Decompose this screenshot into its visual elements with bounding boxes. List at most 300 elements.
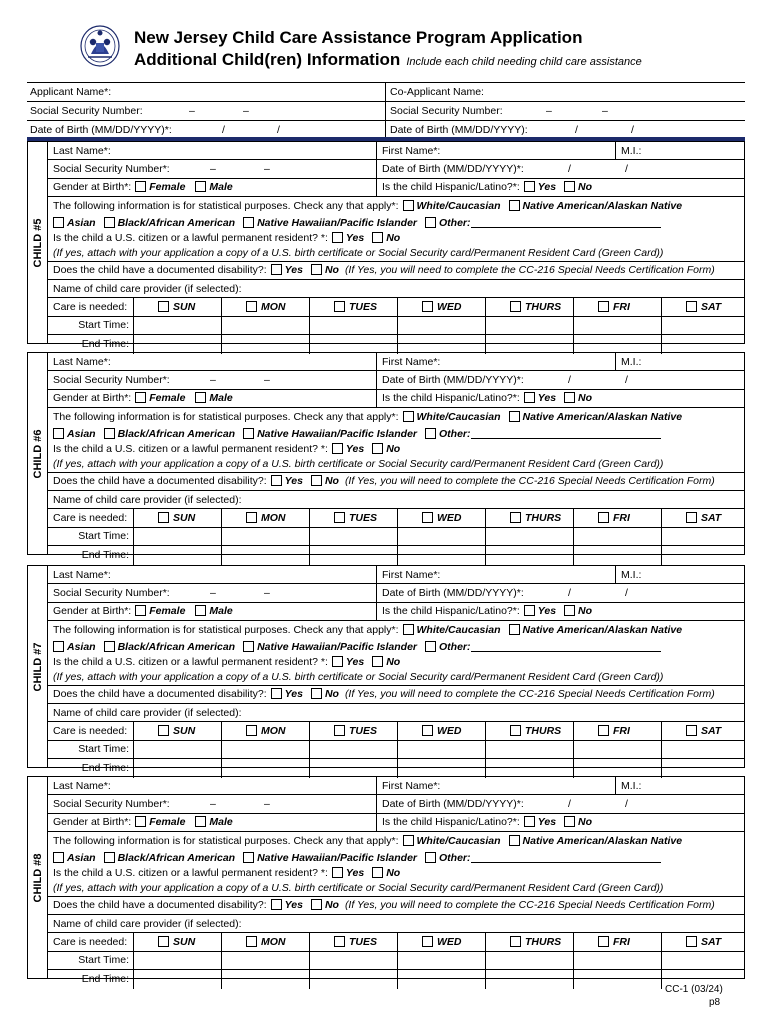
child-ssn-field[interactable]: Social Security Number*: – – — [53, 798, 270, 811]
other-checkbox[interactable] — [425, 852, 436, 863]
day-label: WED — [437, 301, 462, 314]
end-time-fri-input[interactable] — [573, 335, 661, 353]
form-id: CC-1 (03/24) — [665, 984, 723, 995]
end-time-wed-input[interactable] — [397, 759, 485, 777]
hawaiian-checkbox[interactable] — [243, 852, 254, 863]
start-time-sat-input[interactable] — [661, 528, 744, 545]
day-label: SAT — [701, 301, 722, 314]
child-dob-field[interactable]: Date of Birth (MM/DD/YYYY)*: / / — [376, 584, 744, 601]
date-slash: / — [568, 798, 571, 811]
citizen-note: (If yes, attach with your application a copy of a U.S. birth certificate or Social Security card/Permanent Resident Card (Green Card)) — [48, 457, 744, 473]
asian-checkbox[interactable] — [53, 428, 64, 439]
end-time-thurs-input[interactable] — [485, 970, 573, 988]
hawaiian-checkbox[interactable] — [243, 428, 254, 439]
day-wed-cell — [397, 933, 485, 950]
disability-question: Does the child have a documented disability?: Yes No (If Yes, you will need to complete the CC-216 Special Needs Certification Form) — [48, 686, 744, 704]
ssn-dash: – — [602, 105, 608, 117]
day-label: THURS — [525, 512, 562, 525]
date-slash: / — [625, 374, 628, 387]
end-time-mon-input[interactable] — [221, 546, 309, 564]
day-tues-checkbox[interactable] — [334, 512, 345, 523]
day-tues-checkbox[interactable] — [334, 301, 345, 312]
day-fri-checkbox[interactable] — [598, 301, 609, 312]
end-time-sun-input[interactable] — [133, 970, 221, 988]
day-label: FRI — [613, 512, 630, 525]
end-time-sat-input[interactable] — [661, 546, 744, 564]
start-time-wed-input[interactable] — [397, 528, 485, 545]
day-mon-checkbox[interactable] — [246, 936, 257, 947]
day-label: SUN — [173, 512, 196, 525]
day-wed-cell — [397, 298, 485, 315]
male-checkbox[interactable] — [195, 392, 206, 403]
citizen-yes-checkbox[interactable] — [332, 443, 343, 454]
disability-no-checkbox[interactable] — [311, 688, 322, 699]
date-slash: / — [568, 163, 571, 176]
child-ssn-field[interactable]: Social Security Number*: – – — [53, 587, 270, 600]
other-race-input[interactable] — [471, 429, 661, 439]
hispanic-yes-checkbox[interactable] — [524, 816, 535, 827]
start-time-thurs-input[interactable] — [485, 741, 573, 758]
asian-checkbox[interactable] — [53, 217, 64, 228]
end-time-mon-input[interactable] — [221, 335, 309, 353]
gender-field: Gender at Birth*: Female Male — [53, 392, 233, 405]
day-wed-cell — [397, 722, 485, 739]
start-time-sun-input[interactable] — [133, 741, 221, 758]
hispanic-field: Is the child Hispanic/Latino?*: Yes No — [376, 179, 744, 196]
hispanic-no-checkbox[interactable] — [564, 605, 575, 616]
end-time-row — [48, 335, 744, 353]
gender-field: Gender at Birth*: Female Male — [53, 181, 233, 194]
ssn-dash: – — [210, 374, 216, 387]
hispanic-no-checkbox[interactable] — [564, 392, 575, 403]
care-days-row — [48, 933, 744, 950]
day-label: FRI — [613, 725, 630, 738]
race-question: The following information is for statistical purposes. Check any that apply*: White/Caucasian Native American/Alaskan Native — [53, 835, 683, 848]
disability-question: Does the child have a documented disability?: Yes No (If Yes, you will need to complete the CC-216 Special Needs Certification Form) — [48, 897, 744, 915]
day-mon-cell — [221, 722, 309, 739]
provider-name-field[interactable]: Name of child care provider (if selected): — [48, 704, 744, 722]
end-time-sun-input[interactable] — [133, 335, 221, 353]
female-checkbox[interactable] — [135, 605, 146, 616]
female-checkbox[interactable] — [135, 392, 146, 403]
ssn-dash: – — [264, 163, 270, 176]
day-mon-checkbox[interactable] — [246, 725, 257, 736]
hispanic-no-checkbox[interactable] — [564, 181, 575, 192]
child-label: CHILD #8 — [32, 853, 44, 902]
start-time-tues-input[interactable] — [309, 528, 397, 545]
last-name-field[interactable]: Last Name*: — [53, 568, 111, 581]
disability-yes-checkbox[interactable] — [271, 475, 282, 486]
start-time-mon-input[interactable] — [221, 952, 309, 969]
day-label: SAT — [701, 725, 722, 738]
child-label: CHILD #5 — [32, 218, 44, 267]
day-sun-checkbox[interactable] — [158, 512, 169, 523]
citizen-note: (If yes, attach with your application a copy of a U.S. birth certificate or Social Security card/Permanent Resident Card (Green Card)) — [48, 246, 744, 262]
day-tues-checkbox[interactable] — [334, 936, 345, 947]
day-sun-cell — [133, 933, 221, 950]
day-sun-checkbox[interactable] — [158, 725, 169, 736]
day-tues-checkbox[interactable] — [334, 725, 345, 736]
end-time-sun-input[interactable] — [133, 759, 221, 777]
day-wed-checkbox[interactable] — [422, 725, 433, 736]
start-time-wed-input[interactable] — [397, 741, 485, 758]
ssn-dash: – — [210, 587, 216, 600]
child-label: CHILD #7 — [32, 642, 44, 691]
day-thurs-cell — [485, 722, 573, 739]
end-time-label: End Time: — [81, 549, 129, 562]
citizen-no-checkbox[interactable] — [372, 656, 383, 667]
end-time-sun-input[interactable] — [133, 546, 221, 564]
middle-initial-field[interactable]: M.I.: — [615, 353, 744, 370]
date-slash: / — [625, 587, 628, 600]
hispanic-field: Is the child Hispanic/Latino?*: Yes No — [376, 814, 744, 831]
day-fri-checkbox[interactable] — [598, 512, 609, 523]
disability-no-checkbox[interactable] — [311, 264, 322, 275]
day-fri-cell — [573, 509, 661, 526]
first-name-field[interactable]: First Name*: — [376, 777, 615, 794]
start-time-wed-input[interactable] — [397, 952, 485, 969]
start-time-fri-input[interactable] — [573, 952, 661, 969]
citizen-question: Is the child a U.S. citizen or a lawful permanent resident? *: Yes No — [53, 232, 401, 245]
child-ssn-field[interactable]: Social Security Number*: – – — [53, 374, 270, 387]
day-sat-checkbox[interactable] — [686, 512, 697, 523]
hawaiian-checkbox[interactable] — [243, 217, 254, 228]
provider-name-field[interactable]: Name of child care provider (if selected): — [48, 280, 744, 298]
native-american-checkbox[interactable] — [509, 835, 520, 846]
day-thurs-cell — [485, 298, 573, 315]
start-time-tues-input[interactable] — [309, 317, 397, 334]
end-time-row — [48, 546, 744, 564]
day-label: SAT — [701, 512, 722, 525]
citizen-yes-checkbox[interactable] — [332, 232, 343, 243]
end-time-label: End Time: — [81, 973, 129, 986]
male-checkbox[interactable] — [195, 816, 206, 827]
ssn-dash: – — [210, 798, 216, 811]
day-thurs-cell — [485, 509, 573, 526]
care-needed-label: Care is needed: — [53, 301, 128, 314]
hispanic-yes-checkbox[interactable] — [524, 392, 535, 403]
start-time-sun-input[interactable] — [133, 528, 221, 545]
child-ssn-field[interactable]: Social Security Number*: – – — [53, 163, 270, 176]
last-name-field[interactable]: Last Name*: — [53, 779, 111, 792]
day-sun-cell — [133, 298, 221, 315]
day-thurs-checkbox[interactable] — [510, 301, 521, 312]
end-time-mon-input[interactable] — [221, 759, 309, 777]
date-slash: / — [568, 587, 571, 600]
end-time-tues-input[interactable] — [309, 759, 397, 777]
end-time-fri-input[interactable] — [573, 546, 661, 564]
ssn-dash: – — [264, 798, 270, 811]
citizen-question: Is the child a U.S. citizen or a lawful permanent resident? *: Yes No — [53, 443, 401, 456]
native-american-checkbox[interactable] — [509, 411, 520, 422]
child-section-6 — [27, 352, 745, 562]
child-dob-field[interactable]: Date of Birth (MM/DD/YYYY)*: / / — [376, 371, 744, 388]
day-fri-checkbox[interactable] — [598, 936, 609, 947]
end-time-thurs-input[interactable] — [485, 335, 573, 353]
start-time-wed-input[interactable] — [397, 317, 485, 334]
day-sun-cell — [133, 509, 221, 526]
male-checkbox[interactable] — [195, 181, 206, 192]
start-time-fri-input[interactable] — [573, 528, 661, 545]
start-time-thurs-input[interactable] — [485, 952, 573, 969]
applicant-info-section — [27, 82, 745, 140]
other-checkbox[interactable] — [425, 641, 436, 652]
start-time-label: Start Time: — [78, 530, 129, 543]
citizen-no-checkbox[interactable] — [372, 867, 383, 878]
date-slash: / — [277, 124, 280, 136]
day-label: TUES — [349, 301, 378, 314]
child-section-5 — [27, 141, 745, 351]
care-days-row — [48, 722, 744, 739]
day-label: WED — [437, 936, 462, 949]
end-time-tues-input[interactable] — [309, 970, 397, 988]
day-mon-cell — [221, 298, 309, 315]
citizen-no-checkbox[interactable] — [372, 232, 383, 243]
hispanic-yes-checkbox[interactable] — [524, 181, 535, 192]
child-dob-field[interactable]: Date of Birth (MM/DD/YYYY)*: / / — [376, 795, 744, 812]
disability-yes-checkbox[interactable] — [271, 688, 282, 699]
citizen-yes-checkbox[interactable] — [332, 656, 343, 667]
day-tues-cell — [309, 298, 397, 315]
day-fri-cell — [573, 722, 661, 739]
day-tues-cell — [309, 933, 397, 950]
start-time-sun-input[interactable] — [133, 317, 221, 334]
male-checkbox[interactable] — [195, 605, 206, 616]
end-time-tues-input[interactable] — [309, 546, 397, 564]
race-question: The following information is for statistical purposes. Check any that apply*: White/Caucasian Native American/Alaskan Native — [53, 624, 683, 637]
day-fri-cell — [573, 933, 661, 950]
end-time-label: End Time: — [81, 338, 129, 351]
citizen-no-checkbox[interactable] — [372, 443, 383, 454]
applicant-dob-field[interactable]: Date of Birth (MM/DD/YYYY)*: / / — [30, 124, 280, 136]
child-label: CHILD #6 — [32, 429, 44, 478]
start-time-sat-input[interactable] — [661, 317, 744, 334]
disability-yes-checkbox[interactable] — [271, 899, 282, 910]
ssn-dash: – — [264, 587, 270, 600]
other-checkbox[interactable] — [425, 217, 436, 228]
start-time-tues-input[interactable] — [309, 741, 397, 758]
white-checkbox[interactable] — [403, 835, 414, 846]
white-checkbox[interactable] — [403, 624, 414, 635]
start-time-label: Start Time: — [78, 743, 129, 756]
end-time-fri-input[interactable] — [573, 759, 661, 777]
race-question: The following information is for statistical purposes. Check any that apply*: White/Caucasian Native American/Alaskan Native — [53, 411, 683, 424]
start-time-sat-input[interactable] — [661, 952, 744, 969]
provider-name-field[interactable]: Name of child care provider (if selected): — [48, 491, 744, 509]
care-needed-label: Care is needed: — [53, 512, 128, 525]
citizen-question: Is the child a U.S. citizen or a lawful permanent resident? *: Yes No — [53, 867, 401, 880]
day-wed-checkbox[interactable] — [422, 301, 433, 312]
other-race-input[interactable] — [471, 218, 661, 228]
end-time-wed-input[interactable] — [397, 335, 485, 353]
black-checkbox[interactable] — [104, 641, 115, 652]
day-tues-cell — [309, 509, 397, 526]
day-label: SUN — [173, 301, 196, 314]
hispanic-yes-checkbox[interactable] — [524, 605, 535, 616]
citizen-note: (If yes, attach with your application a copy of a U.S. birth certificate or Social Security card/Permanent Resident Card (Green Card)) — [48, 670, 744, 686]
section-title: Additional Child(ren) Information — [134, 50, 401, 69]
date-slash: / — [568, 374, 571, 387]
day-label: SUN — [173, 725, 196, 738]
citizen-yes-checkbox[interactable] — [332, 867, 343, 878]
start-time-mon-input[interactable] — [221, 741, 309, 758]
end-time-tues-input[interactable] — [309, 335, 397, 353]
end-time-fri-input[interactable] — [573, 970, 661, 988]
native-american-checkbox[interactable] — [509, 200, 520, 211]
race-options: Asian Black/African American Native Hawaiian/Pacific Islander Other: — [48, 851, 744, 866]
day-fri-cell — [573, 298, 661, 315]
other-race-input[interactable] — [471, 642, 661, 652]
first-name-field[interactable]: First Name*: — [376, 566, 615, 583]
child-section-8 — [27, 776, 745, 986]
day-sat-checkbox[interactable] — [686, 725, 697, 736]
day-thurs-checkbox[interactable] — [510, 512, 521, 523]
provider-name-field[interactable]: Name of child care provider (if selected): — [48, 915, 744, 933]
start-time-fri-input[interactable] — [573, 741, 661, 758]
day-thurs-checkbox[interactable] — [510, 936, 521, 947]
last-name-field[interactable]: Last Name*: — [53, 144, 111, 157]
end-time-mon-input[interactable] — [221, 970, 309, 988]
middle-initial-field[interactable]: M.I.: — [615, 142, 744, 159]
day-sun-checkbox[interactable] — [158, 936, 169, 947]
black-checkbox[interactable] — [104, 852, 115, 863]
asian-checkbox[interactable] — [53, 852, 64, 863]
page-number: p8 — [709, 997, 721, 1008]
other-race-input[interactable] — [471, 853, 661, 863]
disability-no-checkbox[interactable] — [311, 899, 322, 910]
end-time-wed-input[interactable] — [397, 970, 485, 988]
start-time-sun-input[interactable] — [133, 952, 221, 969]
section-instruction: Include each child needing child care assistance — [406, 56, 642, 68]
white-checkbox[interactable] — [403, 200, 414, 211]
start-time-row — [48, 528, 744, 545]
white-checkbox[interactable] — [403, 411, 414, 422]
ssn-dash: – — [210, 163, 216, 176]
first-name-field[interactable]: First Name*: — [376, 353, 615, 370]
day-sat-cell — [661, 722, 744, 739]
hawaiian-checkbox[interactable] — [243, 641, 254, 652]
black-checkbox[interactable] — [104, 217, 115, 228]
day-label: THURS — [525, 725, 562, 738]
end-time-thurs-input[interactable] — [485, 546, 573, 564]
end-time-wed-input[interactable] — [397, 546, 485, 564]
start-time-fri-input[interactable] — [573, 317, 661, 334]
ssn-dash: – — [546, 105, 552, 117]
disability-yes-checkbox[interactable] — [271, 264, 282, 275]
black-checkbox[interactable] — [104, 428, 115, 439]
ssn-dash: – — [189, 105, 195, 117]
end-time-row — [48, 970, 744, 988]
end-time-label: End Time: — [81, 762, 129, 775]
middle-initial-field[interactable]: M.I.: — [615, 777, 744, 794]
coapplicant-ssn-field[interactable]: Social Security Number: – – — [385, 102, 745, 120]
day-label: FRI — [613, 301, 630, 314]
nj-state-seal-icon — [80, 24, 120, 68]
start-time-sat-input[interactable] — [661, 741, 744, 758]
day-mon-checkbox[interactable] — [246, 512, 257, 523]
child-dob-field[interactable]: Date of Birth (MM/DD/YYYY)*: / / — [376, 160, 744, 177]
disability-question: Does the child have a documented disability?: Yes No (If Yes, you will need to complete the CC-216 Special Needs Certification Form) — [48, 473, 744, 491]
citizen-note: (If yes, attach with your application a copy of a U.S. birth certificate or Social Security card/Permanent Resident Card (Green Card)) — [48, 881, 744, 897]
day-label: MON — [261, 725, 286, 738]
middle-initial-field[interactable]: M.I.: — [615, 566, 744, 583]
gender-field: Gender at Birth*: Female Male — [53, 816, 233, 829]
gender-field: Gender at Birth*: Female Male — [53, 605, 233, 618]
start-time-thurs-input[interactable] — [485, 528, 573, 545]
start-time-mon-input[interactable] — [221, 317, 309, 334]
day-thurs-cell — [485, 933, 573, 950]
day-sat-checkbox[interactable] — [686, 936, 697, 947]
day-sat-cell — [661, 933, 744, 950]
hispanic-no-checkbox[interactable] — [564, 816, 575, 827]
start-time-thurs-input[interactable] — [485, 317, 573, 334]
day-sat-checkbox[interactable] — [686, 301, 697, 312]
start-time-label: Start Time: — [78, 319, 129, 332]
day-wed-checkbox[interactable] — [422, 936, 433, 947]
end-time-sat-input[interactable] — [661, 335, 744, 353]
applicant-ssn-field[interactable]: Social Security Number: – – — [30, 105, 249, 117]
native-american-checkbox[interactable] — [509, 624, 520, 635]
female-checkbox[interactable] — [135, 181, 146, 192]
disability-no-checkbox[interactable] — [311, 475, 322, 486]
form-subtitle-line — [134, 50, 642, 70]
female-checkbox[interactable] — [135, 816, 146, 827]
end-time-sat-input[interactable] — [661, 759, 744, 777]
day-thurs-checkbox[interactable] — [510, 725, 521, 736]
day-label: THURS — [525, 301, 562, 314]
day-tues-cell — [309, 722, 397, 739]
date-slash: / — [625, 798, 628, 811]
asian-checkbox[interactable] — [53, 641, 64, 652]
start-time-row — [48, 741, 744, 758]
day-label: FRI — [613, 936, 630, 949]
applicant-name-field[interactable]: Applicant Name*: — [30, 86, 112, 98]
coapplicant-name-field[interactable]: Co-Applicant Name: — [385, 83, 745, 101]
day-wed-checkbox[interactable] — [422, 512, 433, 523]
day-label: TUES — [349, 725, 378, 738]
start-time-row — [48, 317, 744, 334]
start-time-label: Start Time: — [78, 954, 129, 967]
start-time-mon-input[interactable] — [221, 528, 309, 545]
coapplicant-dob-field[interactable]: Date of Birth (MM/DD/YYYY): / / — [385, 121, 745, 139]
day-wed-cell — [397, 509, 485, 526]
care-needed-label: Care is needed: — [53, 936, 128, 949]
care-days-row — [48, 298, 744, 315]
day-label: MON — [261, 936, 286, 949]
day-mon-cell — [221, 933, 309, 950]
race-options: Asian Black/African American Native Hawaiian/Pacific Islander Other: — [48, 216, 744, 231]
day-fri-checkbox[interactable] — [598, 725, 609, 736]
day-sat-cell — [661, 509, 744, 526]
day-mon-cell — [221, 509, 309, 526]
day-mon-checkbox[interactable] — [246, 301, 257, 312]
day-label: TUES — [349, 936, 378, 949]
other-checkbox[interactable] — [425, 428, 436, 439]
date-slash: / — [222, 124, 225, 136]
day-label: SAT — [701, 936, 722, 949]
first-name-field[interactable]: First Name*: — [376, 142, 615, 159]
citizen-question: Is the child a U.S. citizen or a lawful permanent resident? *: Yes No — [53, 656, 401, 669]
day-label: THURS — [525, 936, 562, 949]
end-time-thurs-input[interactable] — [485, 759, 573, 777]
form-title: New Jersey Child Care Assistance Program Application — [134, 28, 583, 47]
day-sun-checkbox[interactable] — [158, 301, 169, 312]
hispanic-field: Is the child Hispanic/Latino?*: Yes No — [376, 603, 744, 620]
care-needed-label: Care is needed: — [53, 725, 128, 738]
last-name-field[interactable]: Last Name*: — [53, 355, 111, 368]
ssn-dash: – — [243, 105, 249, 117]
start-time-tues-input[interactable] — [309, 952, 397, 969]
